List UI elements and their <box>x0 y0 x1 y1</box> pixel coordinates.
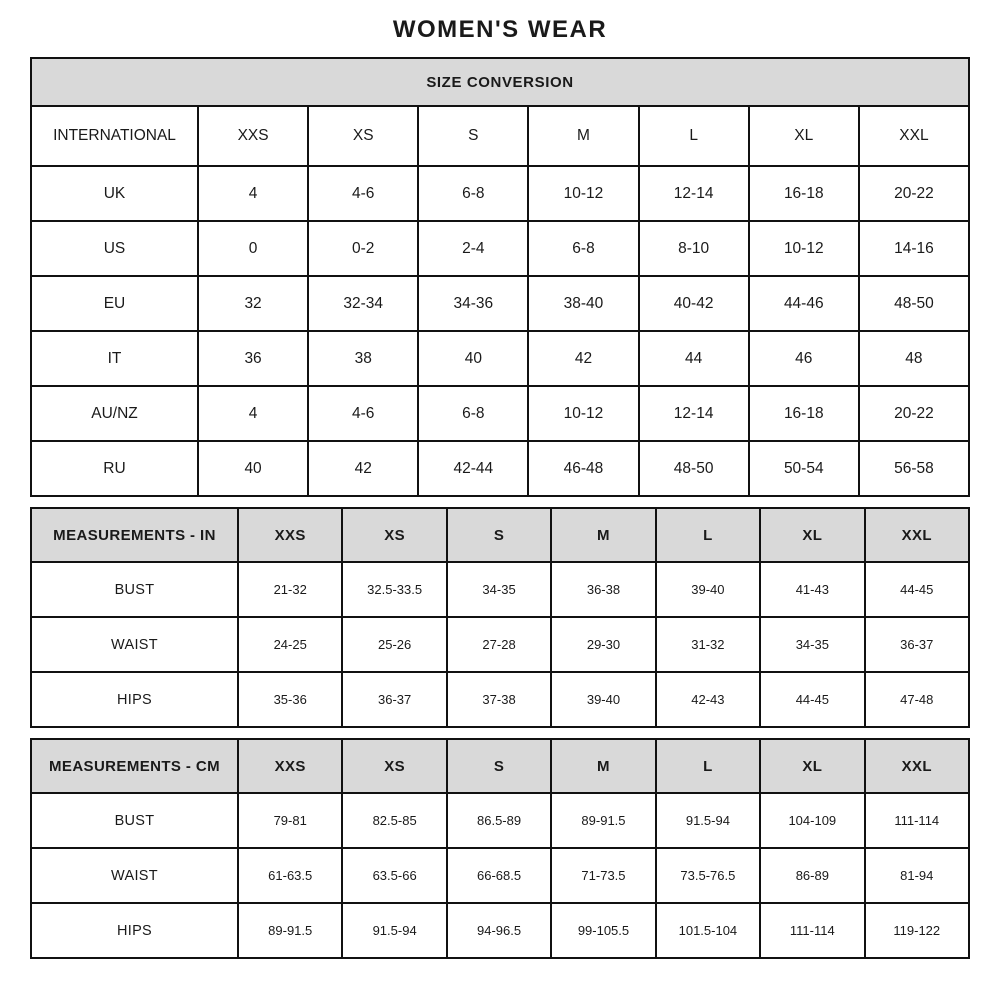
column-header-xxs: XXS <box>238 508 342 562</box>
table-row-hips-in <box>31 672 969 727</box>
size-cell: 44 <box>639 331 749 386</box>
row-label-eu: EU <box>31 276 198 331</box>
size-cell: 8-10 <box>639 221 749 276</box>
measurement-cell: 86-89 <box>760 848 864 903</box>
size-cell: 50-54 <box>749 441 859 496</box>
measurements-in-title: MEASUREMENTS - IN <box>31 508 238 562</box>
size-cell: 40 <box>198 441 308 496</box>
measurements-cm-header-row <box>31 739 969 793</box>
row-label-waist: WAIST <box>31 848 238 903</box>
measurement-cell: 36-37 <box>342 672 446 727</box>
column-header-xxs: XXS <box>198 106 308 166</box>
measurement-cell: 91.5-94 <box>656 793 760 848</box>
measurement-cell: 37-38 <box>447 672 551 727</box>
column-header-xxl: XXL <box>865 739 969 793</box>
column-header-m: M <box>551 739 655 793</box>
measurement-cell: 94-96.5 <box>447 903 551 958</box>
size-cell: 0 <box>198 221 308 276</box>
measurement-cell: 39-40 <box>656 562 760 617</box>
measurement-cell: 31-32 <box>656 617 760 672</box>
size-conversion-table <box>30 57 970 497</box>
size-cell: 10-12 <box>528 166 638 221</box>
size-cell: 16-18 <box>749 386 859 441</box>
size-cell: 20-22 <box>859 166 969 221</box>
size-cell: 36 <box>198 331 308 386</box>
measurement-cell: 29-30 <box>551 617 655 672</box>
measurement-cell: 71-73.5 <box>551 848 655 903</box>
size-cell: 32-34 <box>308 276 418 331</box>
column-header-s: S <box>447 508 551 562</box>
measurement-cell: 34-35 <box>760 617 864 672</box>
measurement-cell: 39-40 <box>551 672 655 727</box>
row-label-bust: BUST <box>31 793 238 848</box>
row-label-us: US <box>31 221 198 276</box>
size-cell: 14-16 <box>859 221 969 276</box>
measurement-cell: 41-43 <box>760 562 864 617</box>
measurement-cell: 36-37 <box>865 617 969 672</box>
measurement-cell: 79-81 <box>238 793 342 848</box>
table-row-aunz <box>31 386 969 441</box>
measurement-cell: 89-91.5 <box>238 903 342 958</box>
measurement-cell: 86.5-89 <box>447 793 551 848</box>
size-cell: 4-6 <box>308 166 418 221</box>
page-title: WOMEN'S WEAR <box>392 16 608 43</box>
measurement-cell: 119-122 <box>865 903 969 958</box>
size-cell: 34-36 <box>418 276 528 331</box>
measurement-cell: 47-48 <box>865 672 969 727</box>
size-cell: 10-12 <box>749 221 859 276</box>
measurement-cell: 111-114 <box>760 903 864 958</box>
measurement-cell: 36-38 <box>551 562 655 617</box>
measurement-cell: 61-63.5 <box>238 848 342 903</box>
size-cell: 10-12 <box>528 386 638 441</box>
measurements-cm-title: MEASUREMENTS - CM <box>31 739 238 793</box>
size-conversion-columns-row <box>31 106 969 166</box>
table-row-ru <box>31 441 969 496</box>
size-cell: 40 <box>418 331 528 386</box>
measurements-in-table <box>30 507 970 728</box>
row-label-hips: HIPS <box>31 672 238 727</box>
measurement-cell: 32.5-33.5 <box>342 562 446 617</box>
column-header-xs: XS <box>308 106 418 166</box>
size-conversion-header: SIZE CONVERSION <box>31 58 969 106</box>
column-header-s: S <box>418 106 528 166</box>
size-cell: 4-6 <box>308 386 418 441</box>
column-header-m: M <box>551 508 655 562</box>
row-label-hips: HIPS <box>31 903 238 958</box>
column-header-international: INTERNATIONAL <box>31 106 198 166</box>
row-label-it: IT <box>31 331 198 386</box>
size-cell: 48 <box>859 331 969 386</box>
table-row-bust-cm <box>31 793 969 848</box>
table-row-eu <box>31 276 969 331</box>
table-row-us <box>31 221 969 276</box>
measurement-cell: 104-109 <box>760 793 864 848</box>
size-cell: 56-58 <box>859 441 969 496</box>
measurement-cell: 25-26 <box>342 617 446 672</box>
size-cell: 42-44 <box>418 441 528 496</box>
size-cell: 46 <box>749 331 859 386</box>
measurement-cell: 42-43 <box>656 672 760 727</box>
size-cell: 42 <box>528 331 638 386</box>
size-cell: 4 <box>198 166 308 221</box>
column-header-l: L <box>639 106 749 166</box>
row-label-bust: BUST <box>31 562 238 617</box>
column-header-m: M <box>528 106 638 166</box>
measurement-cell: 89-91.5 <box>551 793 655 848</box>
size-cell: 48-50 <box>859 276 969 331</box>
size-cell: 6-8 <box>528 221 638 276</box>
size-cell: 16-18 <box>749 166 859 221</box>
column-header-xl: XL <box>760 739 864 793</box>
row-label-waist: WAIST <box>31 617 238 672</box>
size-cell: 44-46 <box>749 276 859 331</box>
table-row-waist-cm <box>31 848 969 903</box>
measurement-cell: 82.5-85 <box>342 793 446 848</box>
size-cell: 38-40 <box>528 276 638 331</box>
row-label-aunz: AU/NZ <box>31 386 198 441</box>
measurement-cell: 34-35 <box>447 562 551 617</box>
measurement-cell: 44-45 <box>760 672 864 727</box>
measurement-cell: 21-32 <box>238 562 342 617</box>
measurement-cell: 44-45 <box>865 562 969 617</box>
size-cell: 20-22 <box>859 386 969 441</box>
column-header-xl: XL <box>749 106 859 166</box>
size-cell: 12-14 <box>639 166 749 221</box>
column-header-s: S <box>447 739 551 793</box>
measurement-cell: 27-28 <box>447 617 551 672</box>
measurement-cell: 91.5-94 <box>342 903 446 958</box>
size-conversion-banner-row <box>31 58 969 106</box>
size-cell: 40-42 <box>639 276 749 331</box>
column-header-l: L <box>656 508 760 562</box>
table-row-it <box>31 331 969 386</box>
measurement-cell: 73.5-76.5 <box>656 848 760 903</box>
column-header-xs: XS <box>342 739 446 793</box>
column-header-xl: XL <box>760 508 864 562</box>
table-row-bust-in <box>31 562 969 617</box>
column-header-xxs: XXS <box>238 739 342 793</box>
measurements-in-header-row <box>31 508 969 562</box>
column-header-xs: XS <box>342 508 446 562</box>
measurement-cell: 101.5-104 <box>656 903 760 958</box>
size-cell: 12-14 <box>639 386 749 441</box>
size-cell: 0-2 <box>308 221 418 276</box>
row-label-ru: RU <box>31 441 198 496</box>
size-cell: 32 <box>198 276 308 331</box>
measurement-cell: 81-94 <box>865 848 969 903</box>
row-label-uk: UK <box>31 166 198 221</box>
table-row-waist-in <box>31 617 969 672</box>
column-header-xxl: XXL <box>865 508 969 562</box>
size-cell: 46-48 <box>528 441 638 496</box>
size-cell: 2-4 <box>418 221 528 276</box>
measurement-cell: 111-114 <box>865 793 969 848</box>
measurement-cell: 35-36 <box>238 672 342 727</box>
measurement-cell: 63.5-66 <box>342 848 446 903</box>
size-cell: 4 <box>198 386 308 441</box>
measurement-cell: 66-68.5 <box>447 848 551 903</box>
size-cell: 38 <box>308 331 418 386</box>
size-cell: 48-50 <box>639 441 749 496</box>
measurement-cell: 99-105.5 <box>551 903 655 958</box>
size-cell: 42 <box>308 441 418 496</box>
size-cell: 6-8 <box>418 166 528 221</box>
measurements-cm-table <box>30 738 970 959</box>
size-cell: 6-8 <box>418 386 528 441</box>
column-header-l: L <box>656 739 760 793</box>
column-header-xxl: XXL <box>859 106 969 166</box>
table-row-hips-cm <box>31 903 969 958</box>
measurement-cell: 24-25 <box>238 617 342 672</box>
table-row-uk <box>31 166 969 221</box>
